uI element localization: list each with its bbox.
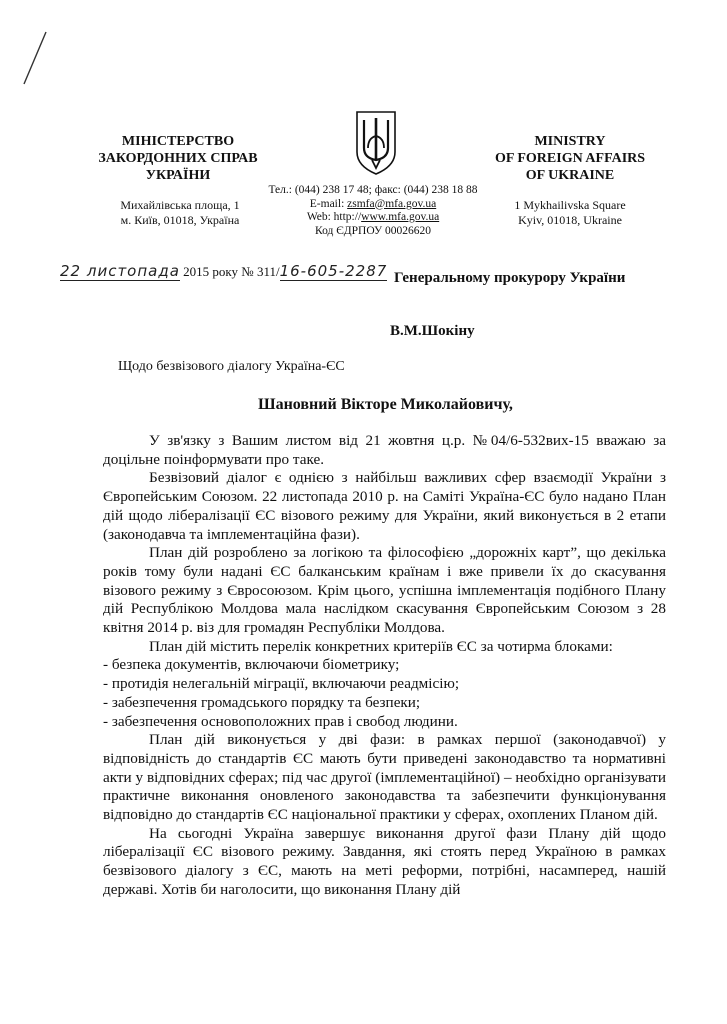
ministry-name-ua-line3: УКРАЇНИ <box>145 168 211 183</box>
phone-line: Тел.: (044) 238 17 48; факс: (044) 238 18 88 <box>268 184 478 196</box>
web-link[interactable]: www.mfa.gov.ua <box>361 211 440 223</box>
contact-block <box>258 184 488 238</box>
ministry-name-ua <box>82 133 274 184</box>
trident-emblem-icon <box>354 108 398 176</box>
ministry-name-en-line1: MINISTRY <box>534 134 606 149</box>
list-item: - безпека документів, включаючи біометрику; <box>103 656 400 674</box>
letter-subject: Щодо безвізового діалогу Україна-ЄС <box>118 359 345 374</box>
ministry-name-ua-line1: МІНІСТЕРСТВО <box>121 134 235 149</box>
ministry-name-en-line3: OF UKRAINE <box>525 168 615 183</box>
ministry-name-en <box>478 133 662 184</box>
handwritten-date: 22 листопада <box>60 262 180 280</box>
list-item: - забезпечення основоположних прав і свобод людини. <box>103 712 458 730</box>
letter-body <box>103 432 666 900</box>
address-ua-line2: м. Київ, 01018, Україна <box>120 213 240 227</box>
web-line <box>258 211 488 225</box>
address-en-line1: 1 Mykhailivska Square <box>514 198 626 212</box>
email-line <box>258 198 488 212</box>
reference-line <box>60 262 387 281</box>
address-ua-line1: Михайлівська площа, 1 <box>120 198 240 212</box>
edrpou-code: Код ЄДРПОУ 00026620 <box>314 224 432 237</box>
address-ua <box>100 198 260 228</box>
addressee-name: В.М.Шокіну <box>390 323 475 339</box>
addressee-title: Генеральному прокурору України <box>394 270 626 286</box>
pen-mark-icon <box>20 28 50 88</box>
salutation: Шановний Вікторе Миколайовичу, <box>258 396 513 413</box>
paragraph-1: У зв'язку з Вашим листом від 21 жовтня ц.р. №04/6-532вих-15 вважаю за доцільне поінформувати про таке. <box>103 432 666 468</box>
paragraph-5: План дій виконується у дві фази: в рамках першої (законодавчої) у відповідність до стандартів ЄС мають бути приведені законодавство та нормативні акти у відповідних сферах; під час другої (імплементаційної) – необхідно організувати практичне виконання оновленого законодавства та забезпечити функціонування відповідно до стандартів ЄС національної практики у сферах, охоплених Планом дій. <box>103 731 666 824</box>
email-prefix: E-mail: <box>309 197 348 210</box>
web-prefix: Web: http:// <box>306 211 362 223</box>
address-en-line2: Kyiv, 01018, Ukraine <box>518 213 622 227</box>
paragraph-4: План дій містить перелік конкретних критеріїв ЄС за чотирма блоками: <box>149 637 613 655</box>
paragraph-6: На сьогодні Україна завершує виконання другої фази Плану дій щодо лібералізації ЄС візового режиму. Завдання, які стоять перед Україною в рамках безвізового діалогу з ЄС, мають на меті реформи, потрібні, насамперед, нашій державі. Хотів би наголосити, що виконання Плану дій <box>103 824 666 898</box>
ministry-name-ua-line2: ЗАКОРДОННИХ СПРАВ <box>98 151 258 166</box>
handwritten-number: 16-605-2287 <box>279 262 388 280</box>
paragraph-2: Безвізовий діалог є однією з найбільш важливих сфер взаємодії України з Європейським Союзом. 22 листопада 2010 р. на Саміті Україна-ЄС було надано План дій щодо лібералізації ЄС візового режиму для України, який виконується в 2 етапи (законодавча та імплементаційна фази). <box>103 469 666 543</box>
printed-year-number: 2015 року № 311/ <box>179 264 280 279</box>
paragraph-3: План дій розроблено за логікою та філософією „дорожніх карт”, що декілька років тому були надані ЄС балканським країнам і вже привели їх до скасування візового режиму з Євросоюзом. Крім цього, успішна імплементація подібного Плану дій Республікою Молдова мала наслідком скасування Європейським Союзом з 28 квітня 2014 р. віз для громадян Республіки Молдова. <box>103 544 666 637</box>
email-link[interactable]: zsmfa@mfa.gov.ua <box>347 197 437 210</box>
address-en <box>490 198 650 228</box>
list-item: - забезпечення громадського порядку та безпеки; <box>103 693 421 711</box>
ministry-name-en-line2: OF FOREIGN AFFAIRS <box>494 151 646 166</box>
list-item: - протидія нелегальній міграції, включаючи реадмісію; <box>103 675 460 693</box>
